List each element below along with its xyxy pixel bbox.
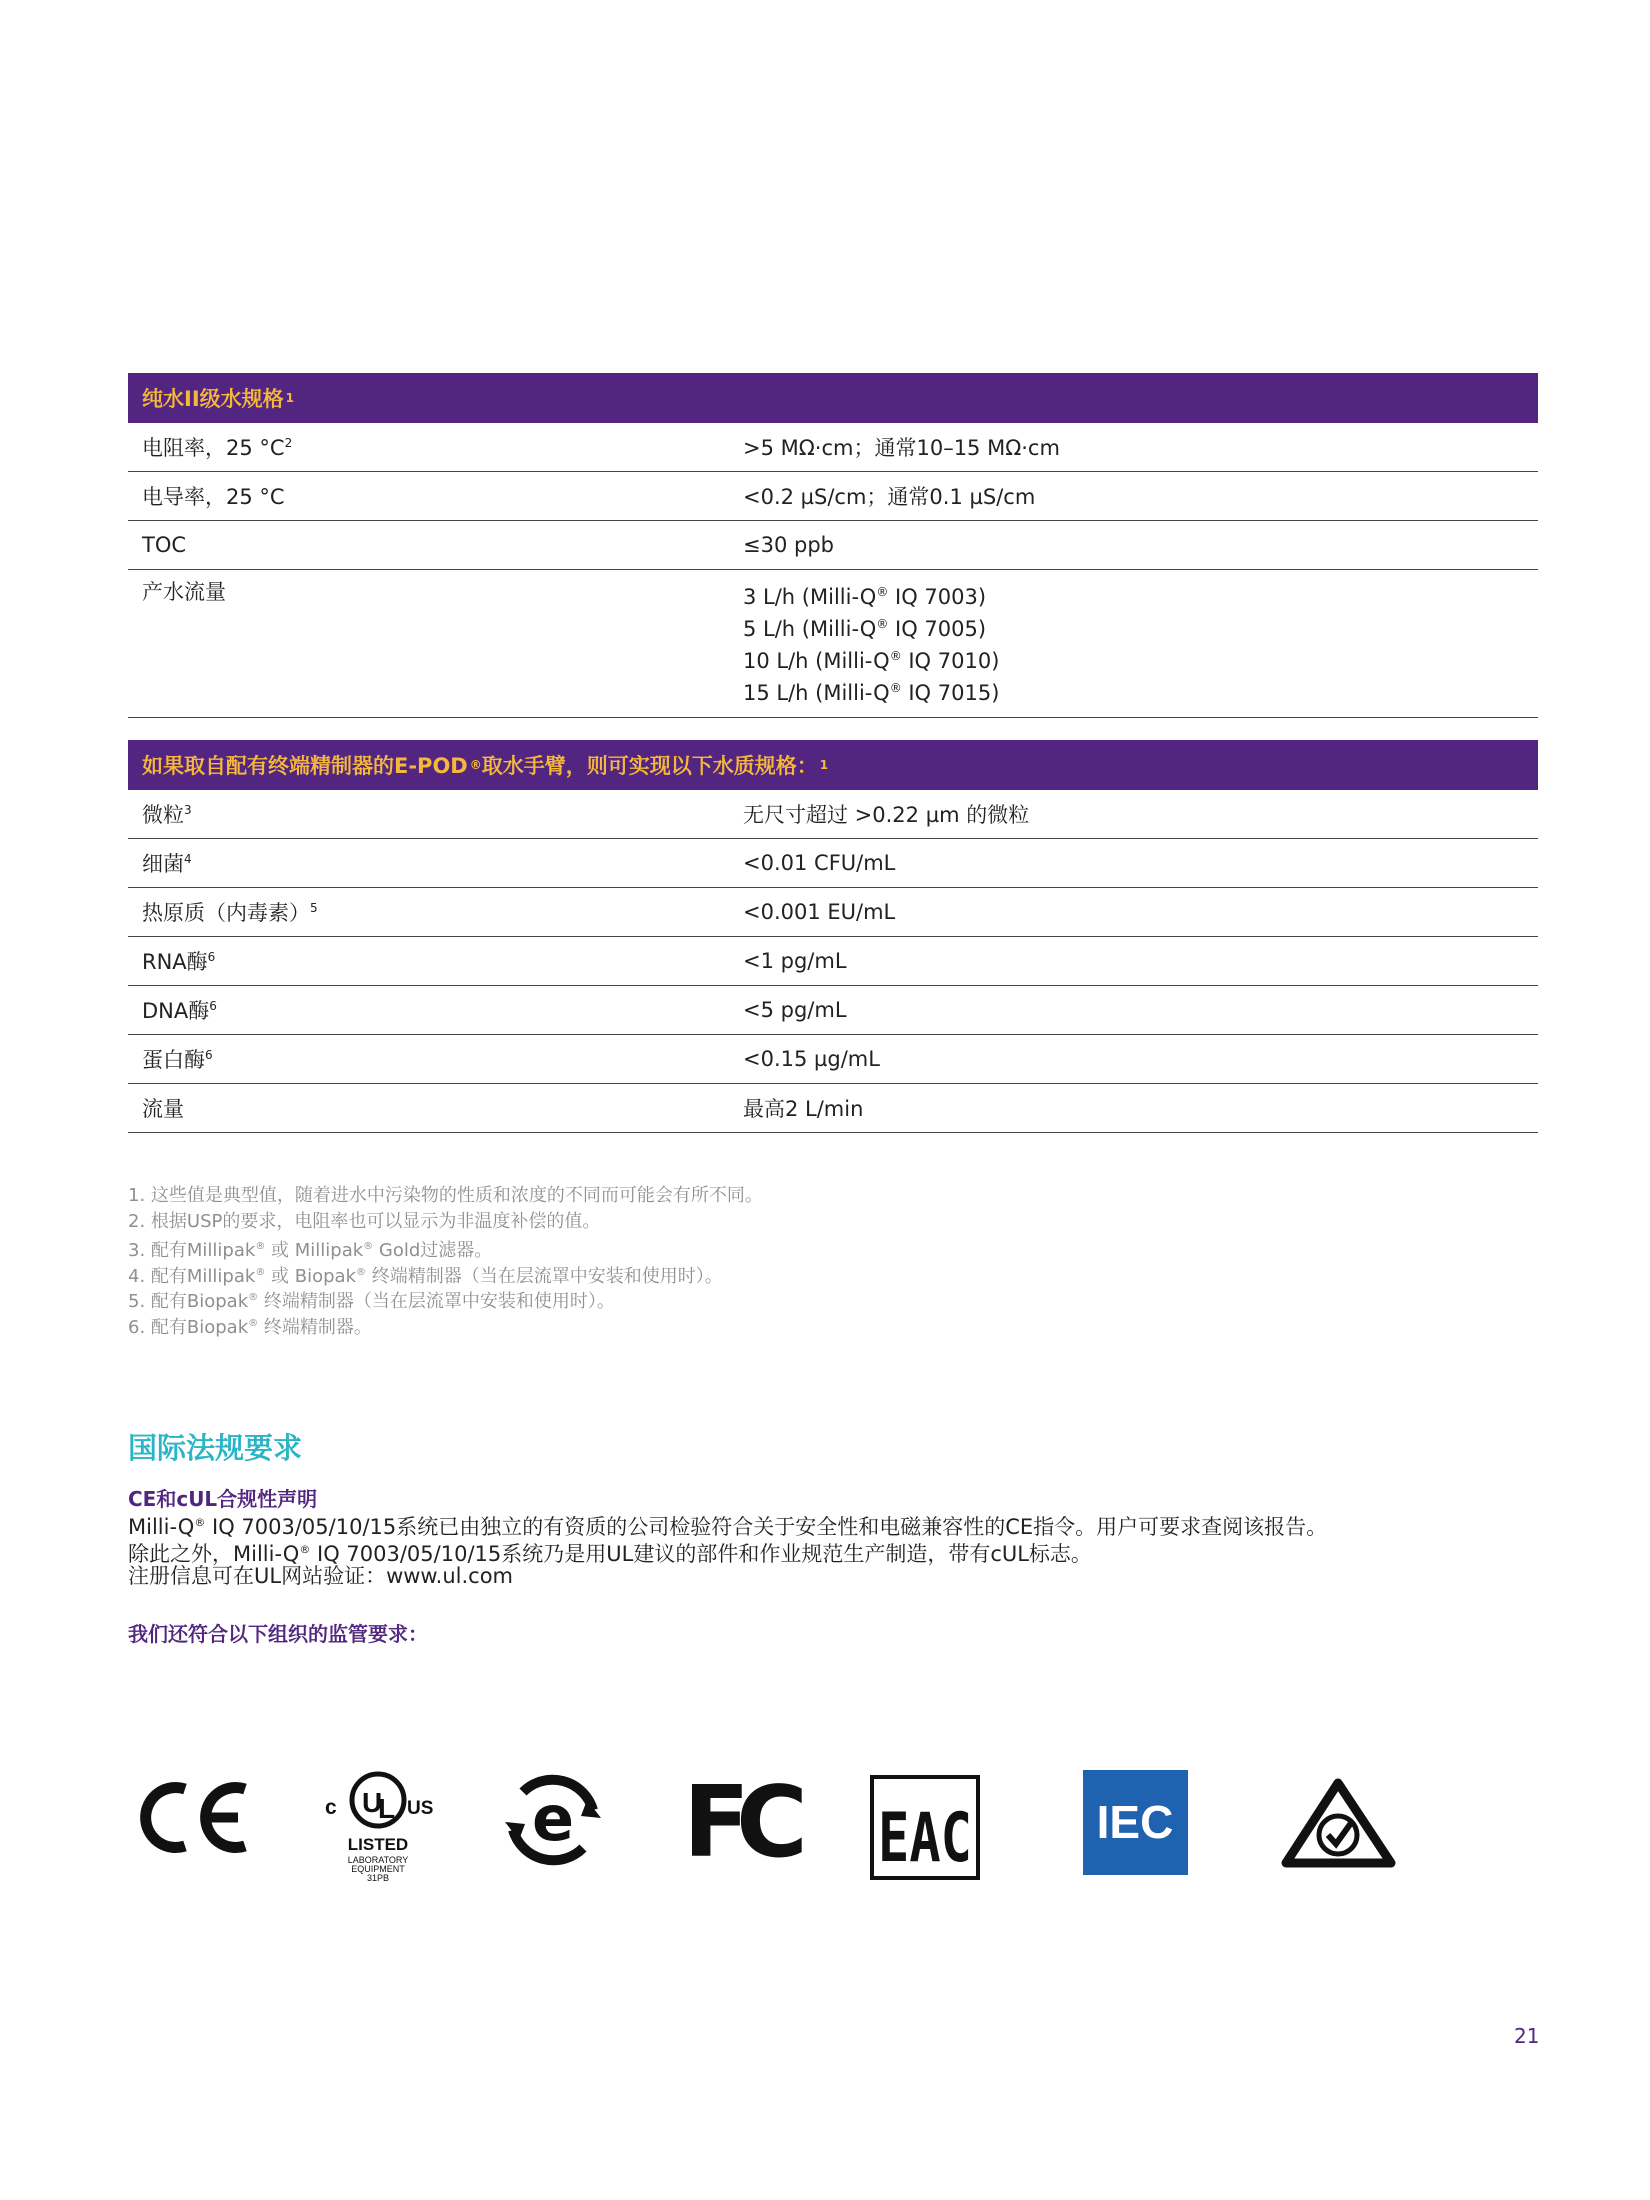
table-header bbox=[128, 373, 1538, 423]
footnote: 6. 配有Biopak® 终端精制器。 bbox=[128, 1316, 372, 1338]
table-row bbox=[128, 521, 1538, 570]
svg-text:EAC: EAC bbox=[878, 1799, 972, 1878]
table-row bbox=[128, 937, 1538, 986]
table-row bbox=[128, 986, 1538, 1035]
ul-listed-icon bbox=[318, 1770, 443, 1910]
row-value: <0.01 CFU/mL bbox=[743, 851, 896, 875]
china-rohs-icon bbox=[503, 1770, 603, 1870]
table-header-text: 纯水II级水规格 bbox=[142, 387, 284, 411]
row-label: 电导率，25 °C bbox=[142, 485, 285, 509]
svg-text:FC: FC bbox=[683, 1766, 794, 1880]
table-header: 如果取自配有终端精制器的E-POD ® 取水手臂，则可实现以下水质规格： 1 bbox=[128, 740, 1538, 790]
svg-text:LABORATORY: LABORATORY bbox=[347, 1855, 409, 1865]
footnotes bbox=[128, 1183, 763, 1336]
iec-icon bbox=[1083, 1770, 1188, 1875]
row-value: >5 MΩ·cm；通常10–15 MΩ·cm bbox=[743, 436, 1060, 460]
svg-text:31PB: 31PB bbox=[366, 1873, 390, 1883]
footnote-ref: 1 bbox=[285, 391, 294, 405]
row-value: <0.001 EU/mL bbox=[743, 900, 896, 924]
row-value: ≤30 ppb bbox=[743, 533, 834, 557]
row-label: 微粒$^3$ bbox=[142, 803, 192, 827]
compliance-text: Milli-Q® IQ 7003/05/10/15系统已由独立的有资质的公司检验符合关于安全性和电磁兼容性的CE指令。用户可要求查阅该报告。 除此之外，Milli-Q® IQ 7003/05/10/15系统乃是用UL建议的部件和作业规范生产制造，带有cUL标志。 注册信息可在UL网站验证：www.ul.com bbox=[128, 1515, 1328, 1588]
svg-text:US: US bbox=[407, 1798, 434, 1819]
svg-text:c: c bbox=[325, 1796, 337, 1819]
row-label: RNA酶$^6$ bbox=[142, 950, 216, 974]
row-value: 3 L/h (Milli-Q® IQ 7003) 5 L/h (Milli-Q® IQ 7005) 10 L/h (Milli-Q® IQ 7010) 15 L/h (Milli-Q® IQ 7015) bbox=[743, 585, 1000, 705]
row-value: <0.15 µg/mL bbox=[743, 1047, 880, 1071]
fcc-icon bbox=[683, 1766, 808, 1880]
water-spec-table bbox=[128, 373, 1538, 718]
table-row bbox=[128, 790, 1538, 839]
table-row bbox=[128, 423, 1538, 472]
row-label: TOC bbox=[142, 533, 187, 557]
row-value: <1 pg/mL bbox=[743, 949, 847, 973]
table-row bbox=[128, 472, 1538, 521]
footnote: 4. 配有Millipak® 或 Biopak® 终端精制器（当在层流罩中安装和使用时）。 bbox=[128, 1265, 723, 1287]
table-row bbox=[128, 570, 1538, 718]
row-value: 无尺寸超过 >0.22 µm 的微粒 bbox=[743, 803, 1030, 827]
svg-text:e: e bbox=[531, 1782, 575, 1855]
row-label: 产水流量 bbox=[142, 580, 226, 604]
eac-icon bbox=[870, 1775, 980, 1880]
rcm-icon bbox=[1276, 1775, 1401, 1875]
row-label: 热原质（内毒素）$^5$ bbox=[142, 901, 318, 925]
row-label: 蛋白酶$^6$ bbox=[142, 1048, 213, 1072]
row-label: DNA酶$^6$ bbox=[142, 999, 217, 1023]
row-value: 最高2 L/min bbox=[743, 1097, 864, 1121]
footnote: 2. 根据USP的要求，电阻率也可以显示为非温度补偿的值。 bbox=[128, 1210, 601, 1232]
epod-spec-table bbox=[128, 740, 1538, 1133]
row-label: 流量 bbox=[142, 1097, 184, 1121]
row-label: 细菌$^4$ bbox=[142, 852, 192, 876]
svg-text:EQUIPMENT: EQUIPMENT bbox=[351, 1864, 405, 1874]
row-value: <0.2 µS/cm；通常0.1 µS/cm bbox=[743, 485, 1036, 509]
certification-logos bbox=[128, 1766, 1428, 1910]
section-subtitle: CE和cUL合规性声明 bbox=[128, 1487, 318, 1511]
table-row bbox=[128, 1084, 1538, 1133]
section-title: 国际法规要求 bbox=[128, 1431, 303, 1465]
svg-text:IEC: IEC bbox=[1096, 1796, 1174, 1848]
svg-text:LISTED: LISTED bbox=[347, 1835, 409, 1854]
footnote: 5. 配有Biopak® 终端精制器（当在层流罩中安装和使用时）。 bbox=[128, 1291, 615, 1312]
row-value: <5 pg/mL bbox=[743, 998, 847, 1022]
row-label: 电阻率，25 $^\circ C^2$ bbox=[142, 436, 293, 460]
page-number: 21 bbox=[1514, 2024, 1540, 2048]
table-row bbox=[128, 1035, 1538, 1084]
table-row bbox=[128, 839, 1538, 888]
compliance-orgs-heading: 我们还符合以下组织的监管要求： bbox=[128, 1622, 428, 1646]
svg-text:L: L bbox=[378, 1793, 396, 1824]
table-row bbox=[128, 888, 1538, 937]
footnote: 3. 配有Millipak® 或 Millipak® Gold过滤器。 bbox=[128, 1240, 493, 1261]
svg-text:U: U bbox=[362, 1787, 383, 1818]
footnote: 1. 这些值是典型值，随着进水中污染物的性质和浓度的不同而可能会有所不同。 bbox=[128, 1185, 763, 1206]
ce-mark-icon bbox=[133, 1775, 253, 1860]
